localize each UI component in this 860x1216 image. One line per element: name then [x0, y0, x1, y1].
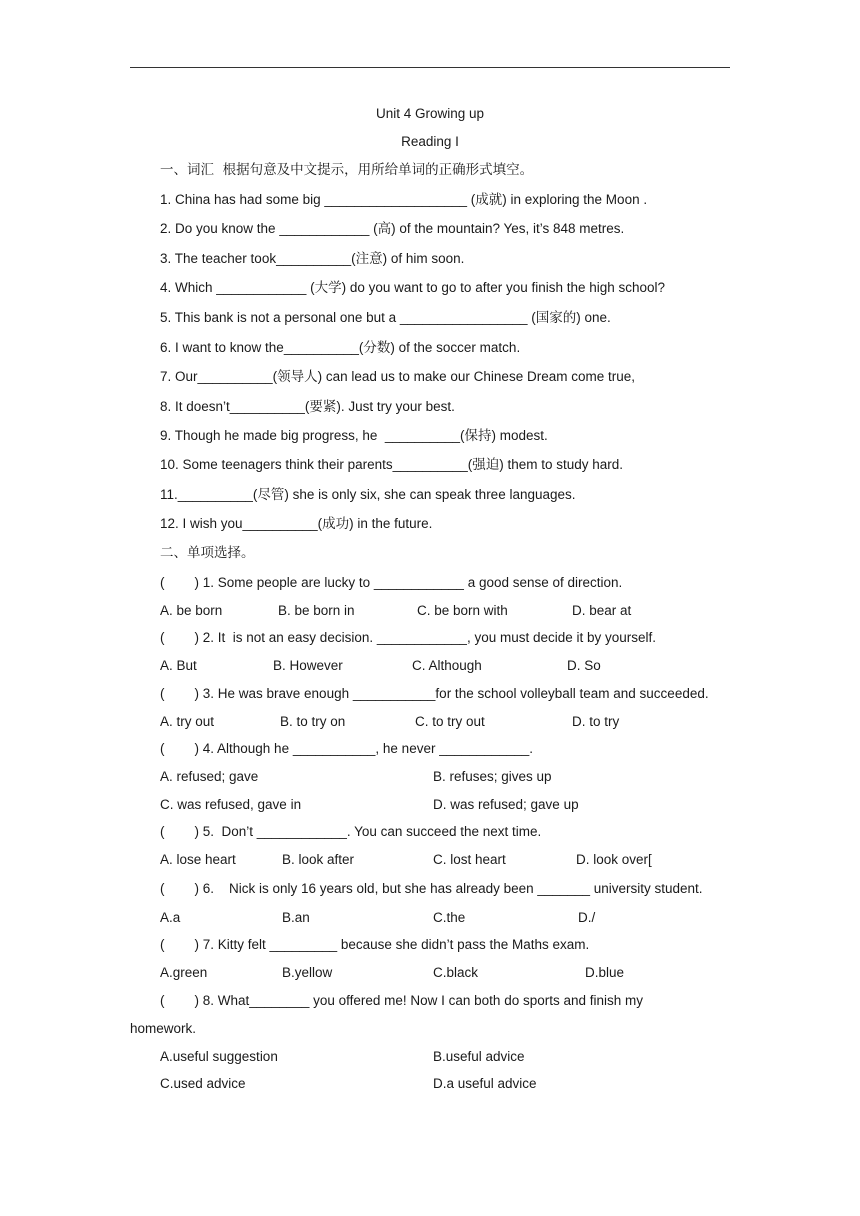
vocab-item-9: 9. Though he made big progress, he __________(保持) modest.	[160, 428, 548, 443]
question-8-option-c: C.used advice	[160, 1076, 246, 1091]
question-4-option-b: B. refuses; gives up	[433, 769, 552, 784]
question-2-option-b: B. However	[273, 658, 343, 673]
question-2-option-d: D. So	[567, 658, 601, 673]
page-title: Unit 4 Growing up	[375, 106, 485, 121]
vocab-item-12: 12. I wish you__________(成功) in the future.	[160, 516, 433, 531]
vocab-item-4: 4. Which ____________ (大学) do you want to go to after you finish the high school?	[160, 280, 666, 295]
question-8-stem-continued: homework.	[130, 1021, 197, 1036]
question-1-option-a: A. be born	[160, 603, 223, 618]
question-1-option-c: C. be born with	[417, 603, 508, 618]
question-4-stem: ( ) 4. Although he ___________, he never ____________.	[160, 741, 534, 756]
vocab-item-1: 1. China has had some big ___________________ (成就) in exploring the Moon .	[160, 192, 648, 207]
top-rule	[130, 67, 730, 68]
question-1-option-b: B. be born in	[278, 603, 355, 618]
question-4-option-c: C. was refused, gave in	[160, 797, 302, 812]
question-6-option-b: B.an	[282, 910, 310, 925]
question-8-option-a: A.useful suggestion	[160, 1049, 278, 1064]
question-2-option-a: A. But	[160, 658, 197, 673]
question-2-option-c: C. Although	[412, 658, 482, 673]
question-8-stem: ( ) 8. What________ you offered me! Now I can both do sports and finish my	[160, 993, 644, 1008]
question-8-option-b: B.useful advice	[433, 1049, 525, 1064]
vocab-item-7: 7. Our__________(领导人) can lead us to make our Chinese Dream come true,	[160, 369, 635, 384]
question-1-option-d: D. bear at	[572, 603, 632, 618]
vocab-item-10: 10. Some teenagers think their parents__________(强迫) them to study hard.	[160, 457, 624, 472]
vocab-item-8: 8. It doesn’t__________(要紧). Just try your best.	[160, 399, 455, 414]
question-5-stem: ( ) 5. Don’t ____________. You can succeed the next time.	[160, 824, 542, 839]
question-6-option-a: A.a	[160, 910, 181, 925]
question-4-option-d: D. was refused; gave up	[433, 797, 579, 812]
question-7-option-a: A.green	[160, 965, 208, 980]
question-3-option-b: B. to try on	[280, 714, 346, 729]
question-7-option-b: B.yellow	[282, 965, 333, 980]
question-8-option-d: D.a useful advice	[433, 1076, 537, 1091]
question-3-option-c: C. to try out	[415, 714, 485, 729]
question-5-option-d: D. look over[	[576, 852, 652, 867]
question-6-option-c: C.the	[433, 910, 466, 925]
question-5-option-a: A. lose heart	[160, 852, 236, 867]
question-4-option-a: A. refused; gave	[160, 769, 259, 784]
vocab-item-2: 2. Do you know the ____________ (高) of the mountain? Yes, it’s 848 metres.	[160, 221, 625, 236]
question-1-stem: ( ) 1. Some people are lucky to ____________ a good sense of direction.	[160, 575, 623, 590]
question-3-stem: ( ) 3. He was brave enough ___________for the school volleyball team and succeeded.	[160, 686, 709, 701]
question-5-option-c: C. lost heart	[433, 852, 506, 867]
question-6-stem: ( ) 6. Nick is only 16 years old, but she has already been _______ university student.	[160, 881, 703, 896]
section2-heading: 二、单项选择。	[160, 545, 255, 561]
question-3-option-a: A. try out	[160, 714, 215, 729]
vocab-item-11: 11.__________(尽管) she is only six, she can speak three languages.	[160, 487, 576, 502]
question-2-stem: ( ) 2. It is not an easy decision. ____________, you must decide it by yourself.	[160, 630, 657, 645]
vocab-item-5: 5. This bank is not a personal one but a _________________ (国家的) one.	[160, 310, 611, 325]
question-7-stem: ( ) 7. Kitty felt _________ because she didn’t pass the Maths exam.	[160, 937, 590, 952]
vocab-item-3: 3. The teacher took__________(注意) of him soon.	[160, 251, 465, 266]
question-6-option-d: D./	[578, 910, 596, 925]
question-5-option-b: B. look after	[282, 852, 355, 867]
vocab-item-6: 6. I want to know the__________(分数) of the soccer match.	[160, 340, 521, 355]
question-7-option-c: C.black	[433, 965, 479, 980]
question-7-option-d: D.blue	[585, 965, 625, 980]
question-3-option-d: D. to try	[572, 714, 620, 729]
section1-heading: 一、词汇 根据句意及中文提示，用所给单词的正确形式填空。	[160, 162, 534, 178]
page-subtitle: Reading I	[401, 134, 459, 149]
